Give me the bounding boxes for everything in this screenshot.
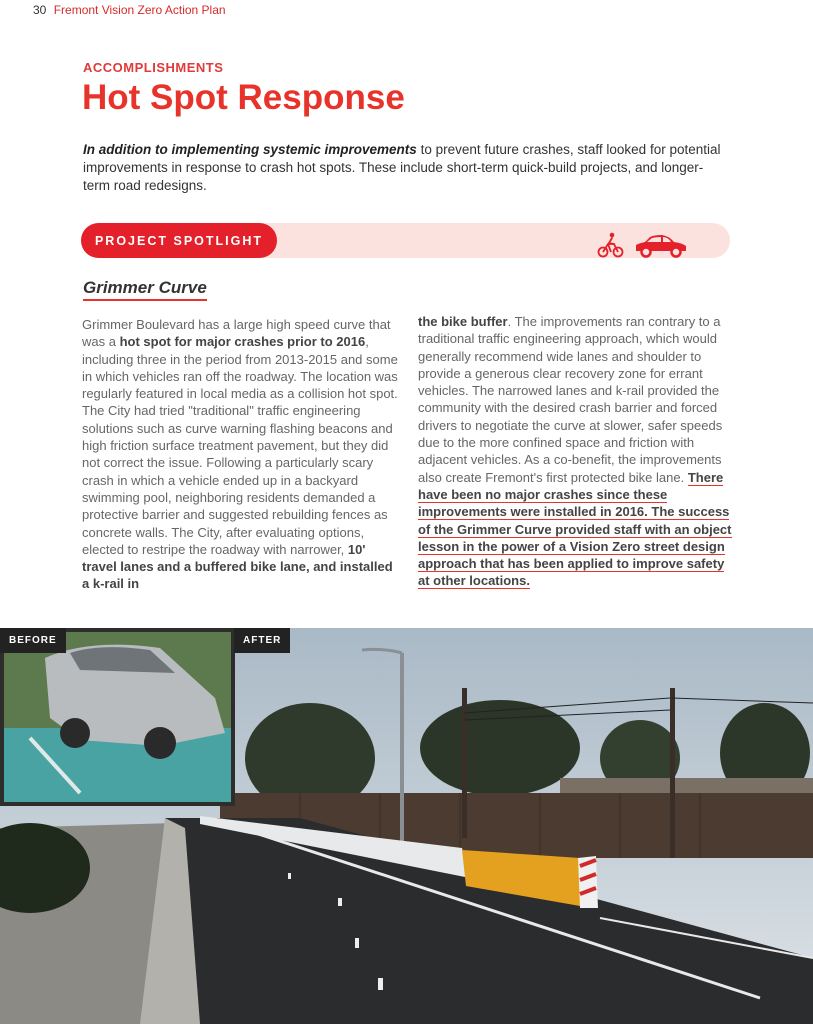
after-label: AFTER: [234, 628, 290, 653]
text-run: , including three in the period from 2013-2015 and some in which vehicles ran off the roadway. The location was regularly featured in local media as a collision hot spot. The City had tried "traditional" traffic engineering solutions such as curve warning flashing beacons and high friction surface treatment pavement, but they did not correct the issue. Following a particularly scary crash in which a vehicle ended up in a backyard swimming pool, neighboring residents demanded a protective barrier and suggested rebuilding fences as concrete walls. The City, after evaluating options, elected to restripe the roadway with narrower,: [82, 334, 398, 557]
article-column-2: [418, 313, 733, 590]
section-kicker: ACCOMPLISHMENTS: [83, 60, 224, 75]
intro-paragraph: [83, 141, 723, 195]
after-street-image: [0, 628, 813, 1024]
text-run-bold: 10' travel lanes and a buffered bike lane, and installed a k-rail in: [82, 541, 393, 592]
text-run: Grimmer Boulevard has a large high speed curve that was a: [82, 317, 391, 350]
article-column-1: [82, 316, 402, 593]
text-run: . The improvements ran contrary to a traditional traffic engineering approach, which would generally recommend wide lanes and shoulder to provide a generous clear recovery zone for errant vehicles. The narrowed lanes and k-rail provided the community with the desired crash barrier and forced drivers to negotiate the curve at slower, safer speeds due to the more confined space and friction with adjacent vehicles. As a co-benefit, the improvements also create Fremont's first protected bike lane.: [418, 314, 723, 485]
spotlight-icons: [596, 231, 696, 261]
page-title: Hot Spot Response: [82, 78, 405, 117]
cyclist-icon: [599, 233, 623, 257]
page-number: 30: [33, 3, 47, 17]
article-heading: Grimmer Curve: [83, 278, 207, 301]
text-run-bold: hot spot for major crashes prior to 2016: [119, 334, 366, 350]
car-icon: [636, 235, 686, 257]
intro-text: to prevent future crashes, staff looked for potential improvements in response to crash hot spots. These include short-term quick-build projects, and longer-term road redesigns.: [83, 142, 721, 193]
text-run-bold: the bike buffer: [418, 314, 508, 329]
before-label: BEFORE: [0, 628, 66, 653]
before-after-photo: [0, 628, 813, 1024]
page-header: [33, 3, 226, 17]
highlighted-conclusion: There have been no major crashes since these improvements were installed in 2016. The success of the Grimmer Curve provided staff with an object lesson in the power of a Vision Zero street design approach that has been applied to improve safety at other locations.: [418, 469, 732, 589]
spotlight-label: PROJECT SPOTLIGHT: [81, 223, 277, 258]
intro-emphasis: In addition to implementing systemic improvements: [83, 142, 417, 157]
document-title: Fremont Vision Zero Action Plan: [53, 3, 226, 17]
